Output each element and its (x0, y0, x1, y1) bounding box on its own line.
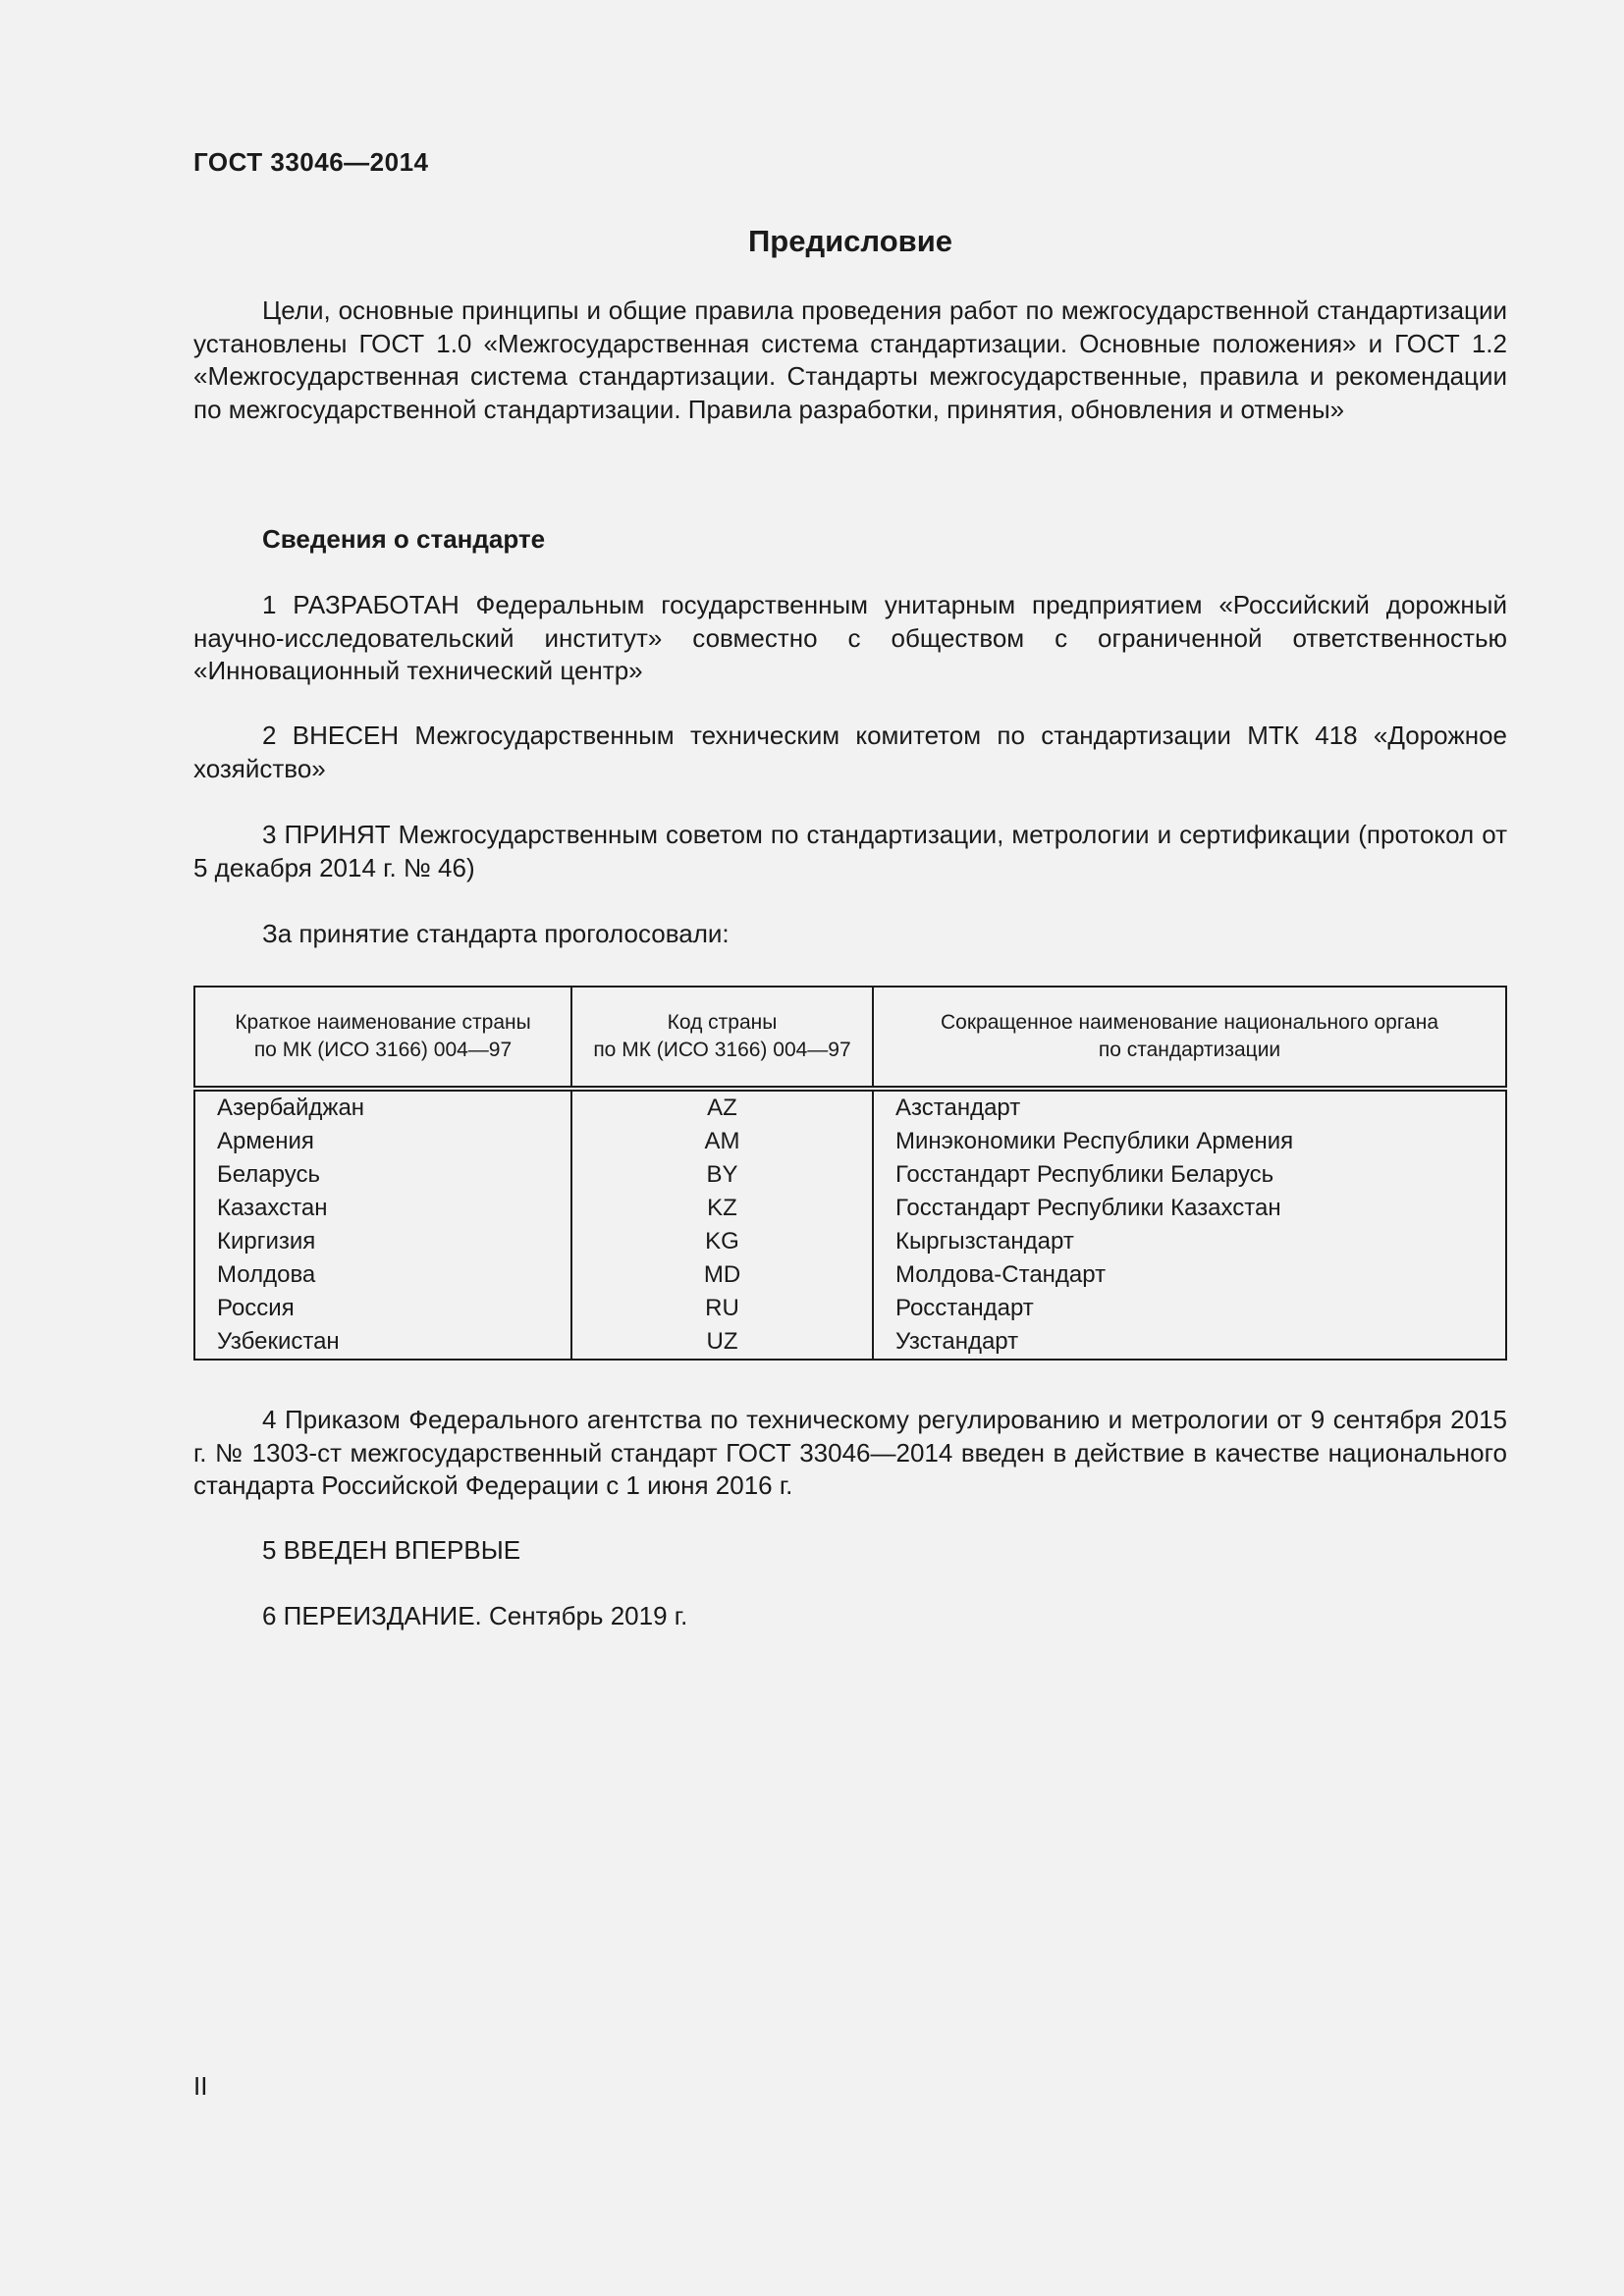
country-cell: Армения (217, 1128, 314, 1154)
table-row (194, 1158, 1506, 1192)
code-cell: AM (571, 1125, 873, 1158)
vote-intro: За принятие стандарта проголосовали: (262, 919, 730, 948)
body-cell: Азстандарт (873, 1089, 1506, 1125)
country-cell: Узбекистан (217, 1328, 340, 1355)
header-body-line1: Сокращенное наименование национального органа (940, 1011, 1439, 1034)
table-header-row (194, 987, 1506, 1089)
table-row (194, 1192, 1506, 1225)
code-cell: KZ (571, 1192, 873, 1225)
country-cell: Россия (217, 1295, 295, 1321)
table-row (194, 1292, 1506, 1325)
item-4-enacted: 4 Приказом Федерального агентства по техническому регулированию и метрологии от 9 сентября 2015 г. № 1303-ст межгосударственный стандарт ГОСТ 33046—2014 введен в действие в качестве национального стандарта Российской Федерации с 1 июня 2016 г. (193, 1405, 1507, 1500)
table-row (194, 1258, 1506, 1292)
header-country-line2: по МК (ИСО 3166) 004—97 (253, 1039, 513, 1061)
header-country (194, 987, 571, 1089)
code-cell: RU (571, 1292, 873, 1325)
table-row (194, 1325, 1506, 1360)
body-cell: Минэкономики Республики Армения (873, 1125, 1506, 1158)
item-2-submitted: 2 ВНЕСЕН Межгосударственным техническим комитетом по стандартизации МТК 418 «Дорожное хозяйство» (193, 721, 1507, 783)
header-code-line1: Код страны (667, 1011, 778, 1034)
body-cell: Молдова-Стандарт (873, 1258, 1506, 1292)
member-states-table (193, 986, 1507, 1361)
intro-paragraph: Цели, основные принципы и общие правила проведения работ по межгосударственной стандартизации установлены ГОСТ 1.0 «Межгосударственная система стандартизации. Основные положения» и ГОСТ 1.2 «Межгосударственная система стандартизации. Стандарты межгосударственные, правила и рекомендации по межгосударственной стандартизации. Правила разработки, принятия, обновления и отмены» (193, 295, 1507, 424)
code-cell: MD (571, 1258, 873, 1292)
item-3-adopted: 3 ПРИНЯТ Межгосударственным советом по стандартизации, метрологии и сертификации (протокол от 5 декабря 2014 г. № 46) (193, 820, 1507, 882)
table-row (194, 1089, 1506, 1125)
body-cell: Узстандарт (873, 1325, 1506, 1360)
header-body-line2: по стандартизации (1098, 1039, 1281, 1061)
country-cell: Азербайджан (217, 1095, 365, 1121)
country-cell: Киргизия (217, 1228, 316, 1255)
code-cell: BY (571, 1158, 873, 1192)
header-country-line1: Краткое наименование страны (235, 1011, 531, 1034)
header-code (571, 987, 873, 1089)
page-title: Предисловие (747, 224, 952, 258)
header-body (873, 987, 1506, 1089)
country-cell: Молдова (217, 1261, 316, 1288)
section-heading: Сведения о стандарте (262, 524, 546, 554)
item-1-developed: 1 РАЗРАБОТАН Федеральным государственным унитарным предприятием «Российский дорожный научно-исследовательский институт» совместно с обществом с ограниченной ответственностью «Инновационный технический центр» (193, 590, 1507, 685)
body-cell: Госстандарт Республики Беларусь (873, 1158, 1506, 1192)
page-number: II (193, 2071, 208, 2101)
code-cell: KG (571, 1225, 873, 1258)
body-cell: Госстандарт Республики Казахстан (873, 1192, 1506, 1225)
table-row (194, 1125, 1506, 1158)
body-cell: Росстандарт (873, 1292, 1506, 1325)
item-5-first-introduced: 5 ВВЕДЕН ВПЕРВЫЕ (262, 1535, 521, 1565)
country-cell: Казахстан (217, 1195, 328, 1221)
table-row (194, 1225, 1506, 1258)
body-cell: Кыргызстандарт (873, 1225, 1506, 1258)
document-code-header: ГОСТ 33046—2014 (193, 147, 429, 177)
code-cell: UZ (571, 1325, 873, 1360)
country-cell: Беларусь (217, 1161, 320, 1188)
item-6-reissue: 6 ПЕРЕИЗДАНИЕ. Сентябрь 2019 г. (262, 1601, 688, 1630)
header-code-line2: по МК (ИСО 3166) 004—97 (593, 1039, 851, 1061)
code-cell: AZ (571, 1089, 873, 1125)
